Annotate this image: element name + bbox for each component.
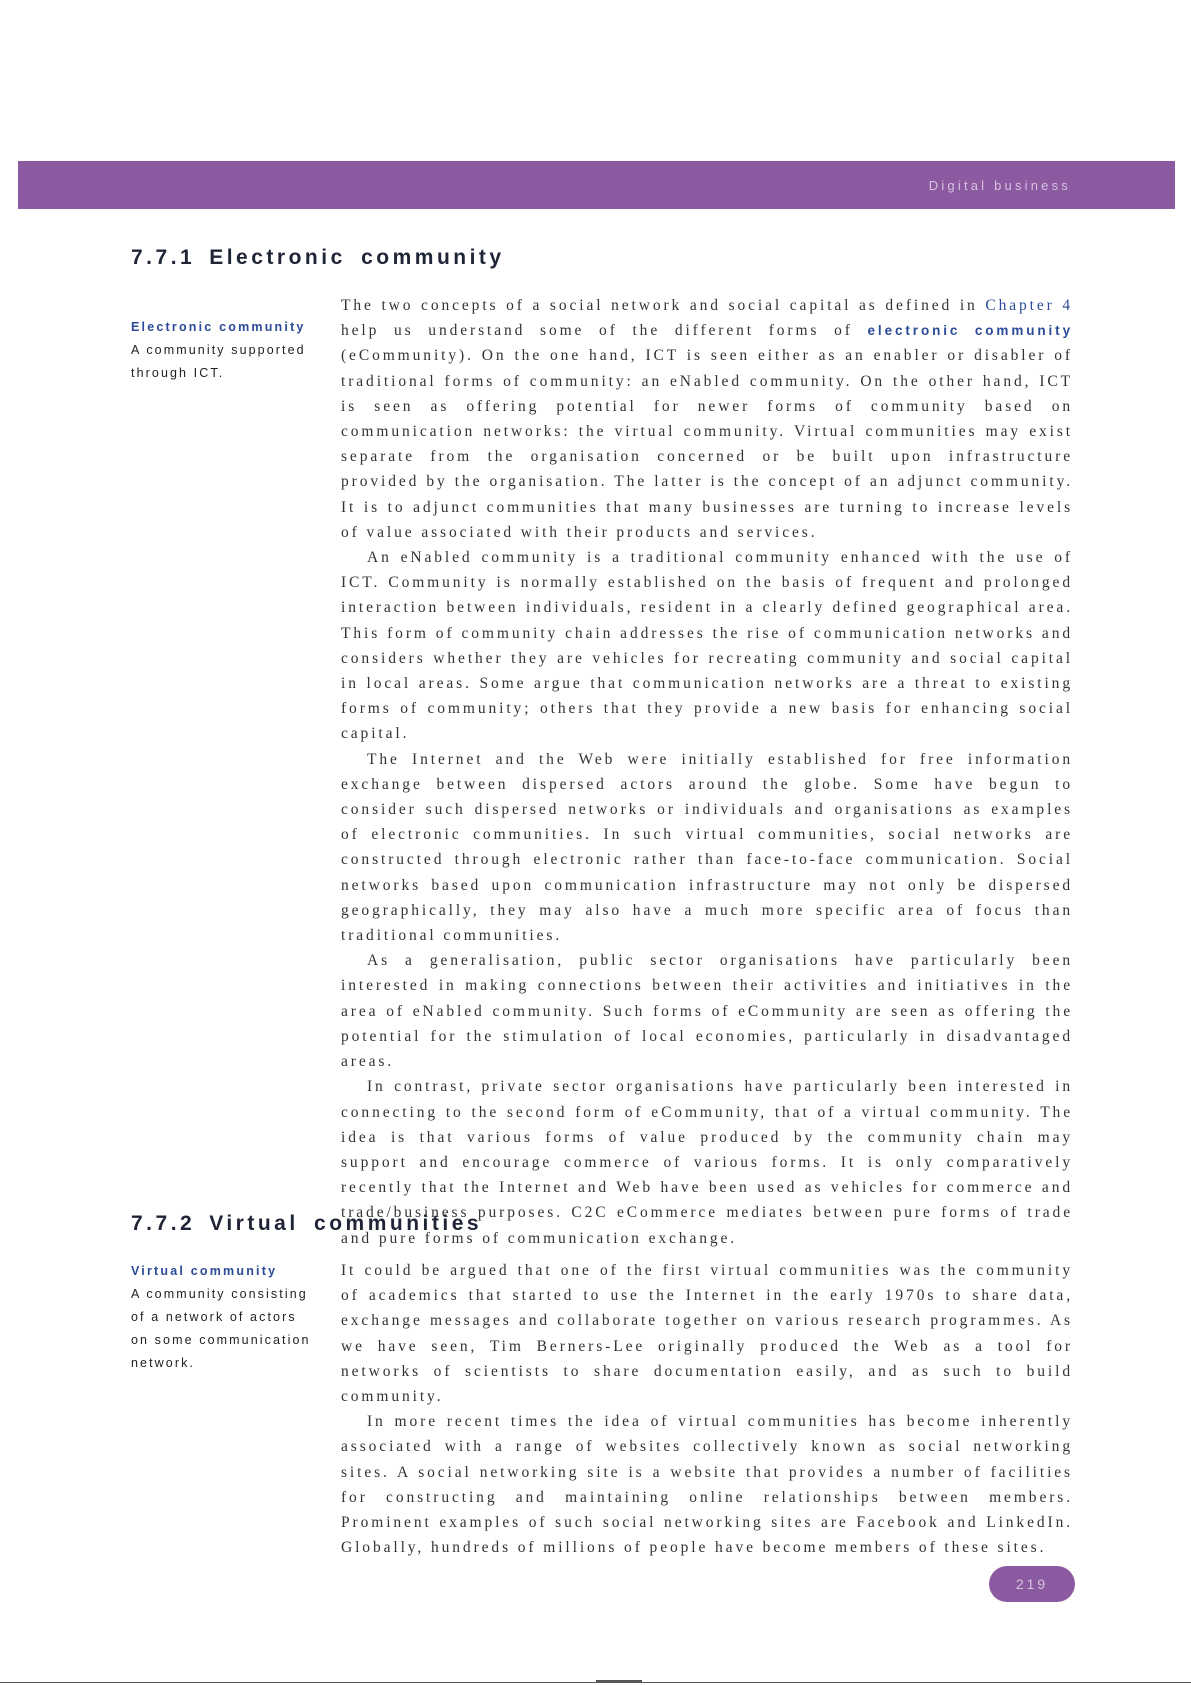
margin-definition-virtual-community <box>131 1260 311 1375</box>
margin-definition-text: A community supported through ICT. <box>131 343 306 380</box>
paragraph: An eNabled community is a traditional community enhanced with the use of ICT. Community is normally established on the basis of frequent and prolonged interaction between individuals, resident in a clearly defined geographical area. This form of community chain addresses the rise of communication networks and considers whether they are vehicles for recreating community and social capital in local areas. Some argue that communication networks are a threat to existing forms of community; others that they provide a new basis for enhancing social capital. <box>341 549 1073 743</box>
paragraph-text: The two concepts of a social network and social capital as defined in <box>341 297 986 314</box>
paragraph: In more recent times the idea of virtual communities has become inherently associated with a range of websites collectively known as social networking sites. A social networking site is a website that provides a number of facilities for constructing and maintaining online relationships between members. Prominent examples of such social networking sites are Facebook and LinkedIn. Globally, hundreds of millions of people have become members of these sites. <box>341 1413 1073 1557</box>
section-title: Electronic community <box>209 246 505 269</box>
header-band <box>18 161 1175 209</box>
page-number-badge: 219 <box>989 1566 1075 1602</box>
bottom-rule-mark <box>596 1680 642 1682</box>
paragraph-text: help us understand some of the different forms of <box>341 322 868 340</box>
section-number: 7.7.2 <box>131 1212 196 1235</box>
margin-term: Electronic community <box>131 320 306 334</box>
section-number: 7.7.1 <box>131 246 196 269</box>
paragraph: In contrast, private sector organisations have particularly been interested in connecting to the second form of eCommunity, that of a virtual community. The idea is that various forms of value produced by the community chain may support and encourage commerce of various forms. It is only comparatively recently that the Internet and Web have been used as vehicles for commerce and trade/business purposes. C2C eCommerce mediates between pure forms of trade and pure forms of communication exchange. <box>341 1078 1073 1247</box>
key-term: electronic community <box>867 323 1073 339</box>
section-heading-7-7-2 <box>131 1212 482 1236</box>
section-7-7-1-body <box>341 293 1073 1251</box>
margin-definition-text: A community consisting of a network of actors on some communication network. <box>131 1287 311 1370</box>
paragraph-text: (eCommunity). On the one hand, ICT is seen either as an enabler or disabler of traditional forms of community: an eNabled community. On the other hand, ICT is seen as offering potential for newer forms of community based on communication networks: the virtual community. Virtual communities may exist separate from the organisation concerned or be built upon infrastructure provided by the organisation. The latter is the concept of an adjunct community. It is to adjunct communities that many businesses are turning to increase levels of value associated with their products and services. <box>341 347 1073 541</box>
paragraph: It could be argued that one of the first virtual communities was the community of academics that started to use the Internet in the early 1970s to share data, exchange messages and collaborate together on various research programmes. As we have seen, Tim Berners-Lee originally produced the Web as a tool for networks of scientists to share documentation easily, and as such to build community. <box>341 1262 1073 1406</box>
bottom-rule <box>0 1682 1191 1683</box>
margin-term: Virtual community <box>131 1264 278 1278</box>
paragraph <box>341 293 1073 545</box>
running-header: Digital business <box>928 178 1071 193</box>
margin-definition-electronic-community <box>131 316 311 385</box>
paragraph: As a generalisation, public sector organisations have particularly been interested in making connections between their activities and initiatives in the area of eNabled community. Such forms of eCommunity are seen as offering the potential for the stimulation of local economies, particularly in disadvantaged areas. <box>341 952 1073 1071</box>
chapter-4-link[interactable]: Chapter 4 <box>985 297 1073 314</box>
section-7-7-2-body <box>341 1258 1073 1560</box>
section-heading-7-7-1 <box>131 246 505 270</box>
paragraph: The Internet and the Web were initially established for free information exchange between dispersed actors around the globe. Some have begun to consider such dispersed networks or individuals and organisations as examples of electronic communities. In such virtual communities, social networks are constructed through electronic rather than face-to-face communication. Social networks based upon communication infrastructure may not only be dispersed geographically, they may also have a much more specific area of focus than traditional communities. <box>341 750 1073 945</box>
section-title: Virtual communities <box>209 1212 483 1235</box>
